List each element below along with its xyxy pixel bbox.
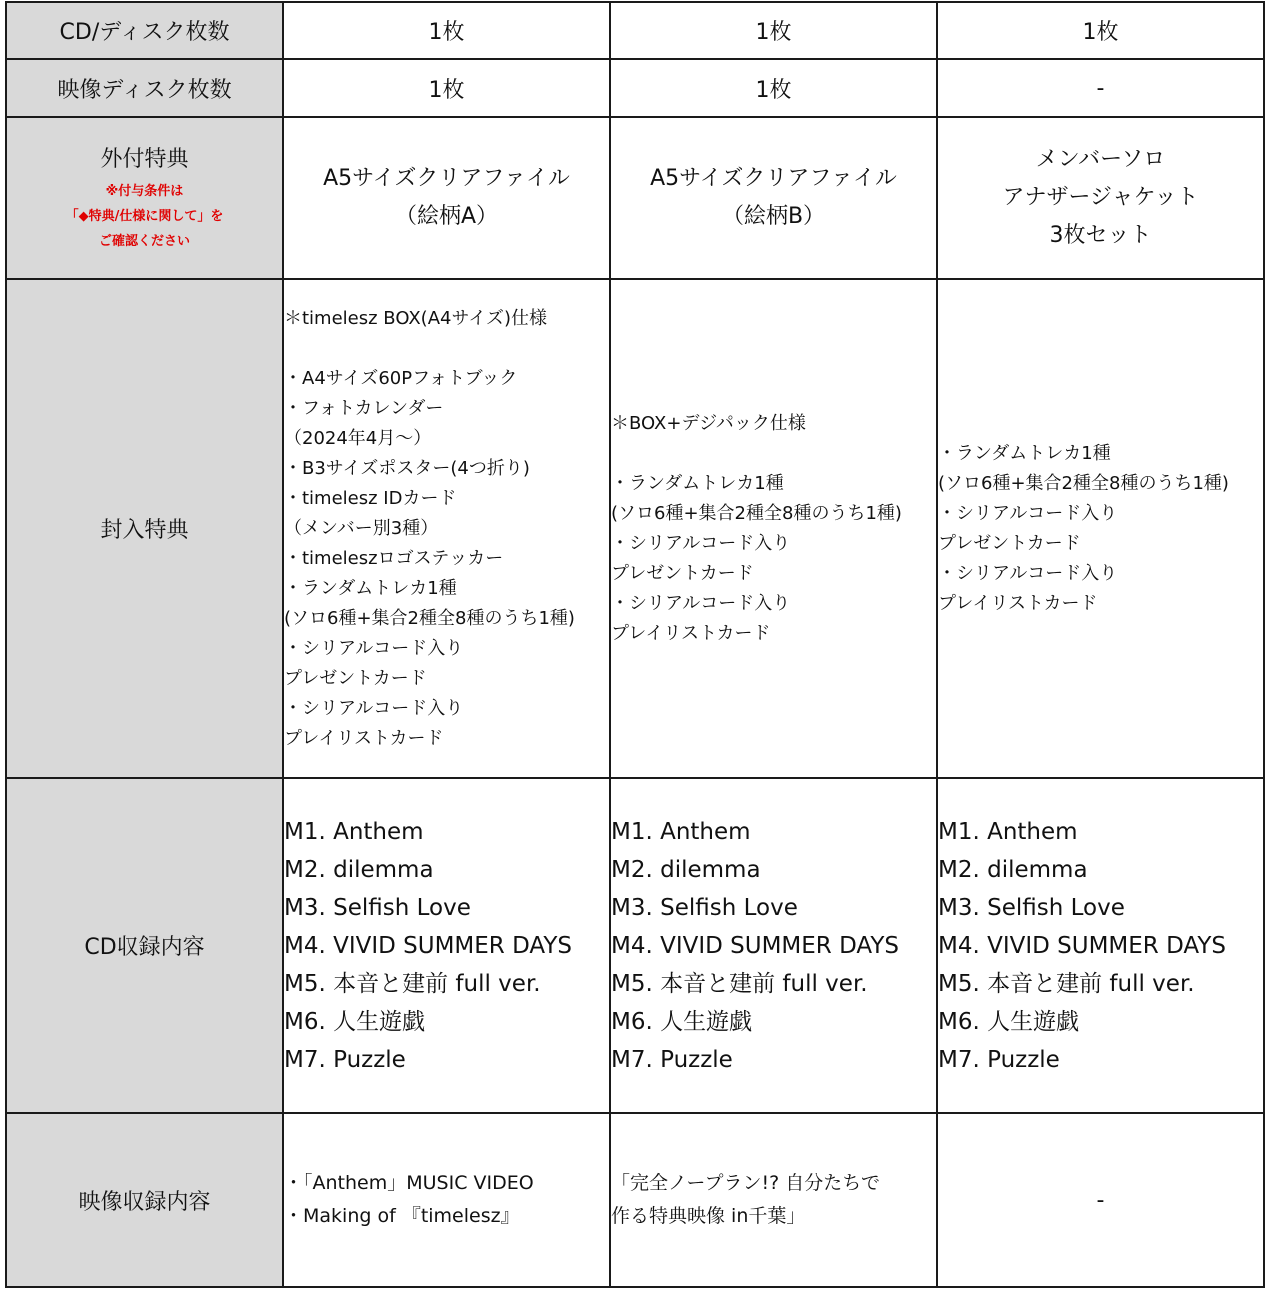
list-line: M3. Selfish Love [611,894,798,921]
list-line: プレイリストカード [938,592,1098,614]
outer-bonus-notes [7,179,282,254]
list-line: M6. 人生遊戯 [611,1008,753,1035]
list-line: プレゼントカード [284,667,427,689]
list-line: ・timeleszロゴステッカー [284,547,504,569]
list-line: ・ランダムトレカ1種 [284,577,457,599]
list-line: ・シリアルコード入り [611,532,791,554]
list-line: M1. Anthem [611,818,751,845]
list-line: ・「Anthem」MUSIC VIDEO [284,1172,534,1194]
list-line: M3. Selfish Love [938,894,1125,921]
list-line: M7. Puzzle [611,1046,733,1073]
disc-count-a: 1枚 [283,2,610,59]
list-line: M2. dilemma [284,856,434,883]
list-line: ・シリアルコード入り [938,562,1118,584]
list-line: M2. dilemma [938,856,1088,883]
list-line: ・Making of 『timelesz』 [284,1205,520,1227]
outer-bonus-line: （絵柄A） [394,204,499,229]
list-line: M6. 人生遊戯 [938,1008,1080,1035]
enclosed-bonus-a [283,279,610,778]
list-line: 作る特典映像 in千葉」 [611,1205,806,1227]
list-line: M6. 人生遊戯 [284,1008,426,1035]
disc-count-b: 1枚 [610,2,937,59]
video-contents-c: - [937,1113,1264,1287]
outer-bonus-label: 外付特典 [100,147,189,172]
tracklist-c [937,778,1264,1113]
outer-bonus-line: 3枚セット [1049,223,1152,248]
row-video-contents [6,1113,1264,1287]
row-cd-contents [6,778,1264,1113]
list-line: ・シリアルコード入り [611,592,791,614]
header-outer-bonus [6,117,283,279]
tracklist-a [283,778,610,1113]
video-contents-a [283,1113,610,1287]
outer-bonus-b [610,117,937,279]
list-line: ・シリアルコード入り [284,697,464,719]
list-line: ＊BOX+デジパック仕様 [611,412,806,434]
header-enclosed-bonus: 封入特典 [6,279,283,778]
list-line [611,439,936,469]
row-video-disc-count [6,59,1264,117]
list-line: M1. Anthem [938,818,1078,845]
list-line: (ソロ6種+集合2種全8種のうち1種) [938,472,1229,494]
list-line: ＊timelesz BOX(A4サイズ)仕様 [284,307,548,329]
tracklist-b [610,778,937,1113]
spec-table [5,1,1265,1288]
outer-bonus-a [283,117,610,279]
list-line: ・シリアルコード入り [284,637,464,659]
list-line: （メンバー別3種） [284,517,439,539]
video-disc-count-b: 1枚 [610,59,937,117]
list-line: ・timelesz IDカード [284,487,457,509]
list-line: プレゼントカード [938,532,1081,554]
row-enclosed-bonus [6,279,1264,778]
list-line: M1. Anthem [284,818,424,845]
outer-bonus-line: アナザージャケット [1002,185,1199,210]
outer-bonus-line: A5サイズクリアファイル [323,166,570,191]
list-line: ・B3サイズポスター(4つ折り) [284,457,530,479]
header-video-disc-count: 映像ディスク枚数 [6,59,283,117]
list-line: M4. VIVID SUMMER DAYS [938,932,1227,959]
list-line: (ソロ6種+集合2種全8種のうち1種) [611,502,902,524]
list-line: M3. Selfish Love [284,894,471,921]
list-line: ・ランダムトレカ1種 [611,472,784,494]
video-disc-count-c: - [937,59,1264,117]
list-line: M5. 本音と建前 full ver. [284,970,541,997]
list-line: プレイリストカード [284,727,444,749]
note-line: ご確認ください [98,234,190,249]
list-line: ・A4サイズ60Pフォトブック [284,367,518,389]
row-disc-count [6,2,1264,59]
list-line: M4. VIVID SUMMER DAYS [284,932,573,959]
list-line: ・フォトカレンダー [284,397,444,419]
header-disc-count: CD/ディスク枚数 [6,2,283,59]
list-line: 「完全ノープラン!? 自分たちで [611,1172,881,1194]
row-outer-bonus [6,117,1264,279]
outer-bonus-line: A5サイズクリアファイル [650,166,897,191]
outer-bonus-c [937,117,1264,279]
header-video-contents: 映像収録内容 [6,1113,283,1287]
list-line: M7. Puzzle [938,1046,1060,1073]
list-line: （2024年4月～） [284,427,432,449]
note-line: 「◆特典/仕様に関して」を [65,209,224,224]
enclosed-bonus-c [937,279,1264,778]
enclosed-bonus-b [610,279,937,778]
list-line: プレイリストカード [611,622,771,644]
note-line: ※付与条件は [105,184,184,199]
list-line: ・シリアルコード入り [938,502,1118,524]
list-line: ・ランダムトレカ1種 [938,442,1111,464]
outer-bonus-line: （絵柄B） [721,204,826,229]
list-line: プレゼントカード [611,562,754,584]
header-cd-contents: CD収録内容 [6,778,283,1113]
video-contents-b [610,1113,937,1287]
list-line: M4. VIVID SUMMER DAYS [611,932,900,959]
list-line: M5. 本音と建前 full ver. [611,970,868,997]
outer-bonus-line: メンバーソロ [1035,147,1166,172]
list-line: (ソロ6種+集合2種全8種のうち1種) [284,607,575,629]
list-line: M5. 本音と建前 full ver. [938,970,1195,997]
video-disc-count-a: 1枚 [283,59,610,117]
list-line [284,334,609,364]
list-line: M2. dilemma [611,856,761,883]
list-line: M7. Puzzle [284,1046,406,1073]
disc-count-c: 1枚 [937,2,1264,59]
